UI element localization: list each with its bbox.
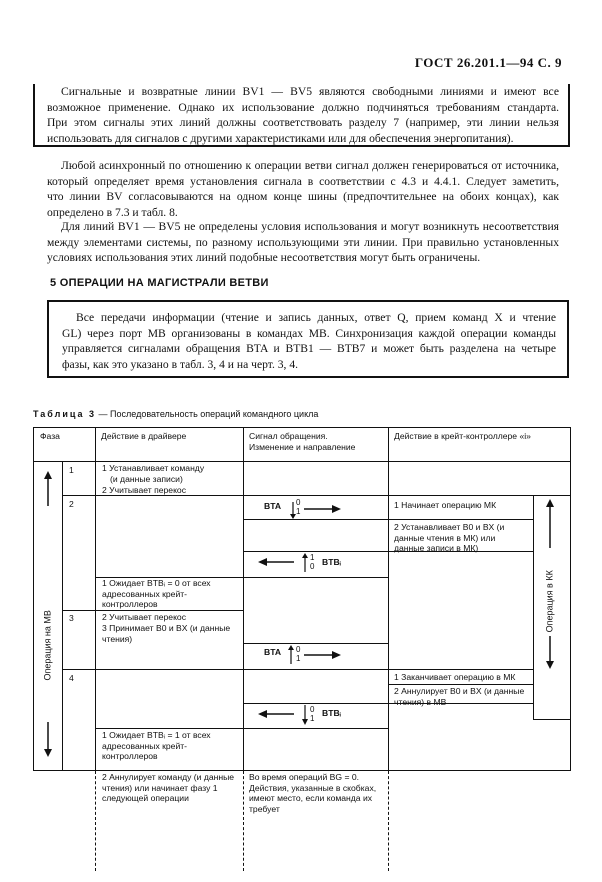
box1-line: При этом сигналы этих линий должны соответствовать разделу 7 (например, эти линии нельзя xyxy=(47,116,559,130)
table-caption-text: — Последовательность операций командного цикла xyxy=(96,409,319,419)
box1-right-border xyxy=(568,84,570,147)
paragraph-2 xyxy=(47,219,559,266)
table-line xyxy=(62,669,244,670)
table-continuation-line xyxy=(388,771,389,871)
table-caption-label: Таблица 3 xyxy=(33,409,97,419)
right-arrow-icon xyxy=(304,650,342,660)
phase-number: 3 xyxy=(69,613,74,623)
table-line xyxy=(243,703,389,704)
phase-number: 1 xyxy=(69,465,74,475)
paragraph-line: что линии BV согласовываются на одном конце шины (предпочтительнее на обоих концах), как xyxy=(47,190,559,204)
table-caption xyxy=(33,409,318,419)
table-line xyxy=(33,770,571,771)
box2-bottom-border xyxy=(47,376,569,378)
page-header: ГОСТ 26.201.1—94 С. 9 xyxy=(414,55,562,70)
box1-line: использовать для сигналов с другими характеристиками или для обеспечения энергопитания). xyxy=(47,131,514,145)
table-line xyxy=(243,495,389,496)
driver-action: 2 Аннулирует команду (и данные чтения) или начинает фазу 1 следующей операции xyxy=(102,772,235,804)
table-line xyxy=(243,643,389,644)
signal-label: BTBᵢ xyxy=(322,557,341,567)
table-line xyxy=(243,519,389,520)
paragraph-1 xyxy=(47,158,559,220)
table-line xyxy=(243,551,389,552)
table-line xyxy=(33,461,571,462)
phase-number: 2 xyxy=(69,499,74,509)
paragraph-line: Любой асинхронный по отношению к операции ветви сигнал должен генерироваться от источника, xyxy=(61,159,559,172)
right-vertical-label: Операция в КК xyxy=(544,570,555,633)
table-line xyxy=(243,577,389,578)
driver-action: 2 Учитывает перекос xyxy=(102,612,187,622)
box1-line: возможное применение. Однако их использование должно подчиняться требованиям стандарта. xyxy=(47,100,559,114)
phase-number: 4 xyxy=(69,673,74,683)
driver-action: 1 Ожидает BTBᵢ = 1 от всех адресованных крейт-контроллеров xyxy=(102,730,211,762)
up-arrow-icon xyxy=(545,498,555,548)
table-line xyxy=(388,519,534,520)
table-line xyxy=(388,495,571,496)
box1-text xyxy=(47,84,559,146)
down-arrow-icon xyxy=(545,636,555,670)
table-line xyxy=(62,461,63,771)
header-signal: Сигнал обращения. Изменение и направление xyxy=(249,431,356,452)
signal-label: BTBᵢ xyxy=(322,708,341,718)
signal-transition-1-to-0 xyxy=(300,552,310,574)
table-line xyxy=(243,728,389,729)
driver-action: 2 Учитывает перекос xyxy=(102,485,187,495)
header-driver: Действие в драйвере xyxy=(101,431,187,441)
up-arrow-icon xyxy=(43,470,53,506)
signal-values: 0 1 xyxy=(296,645,301,663)
left-arrow-icon xyxy=(258,557,294,567)
table-line xyxy=(388,684,534,685)
paragraph-line: который определяет время установления сигнала в соответствии с 4.3 и 4.4.1. Следует заметить, xyxy=(47,174,559,188)
controller-action: 2 Устанавливает B0 и BX (и данные чтения в МК) или данные записи в МК) xyxy=(394,522,505,554)
table-continuation-line xyxy=(95,771,96,871)
table-line xyxy=(388,427,389,771)
table-line xyxy=(95,427,96,771)
header-phase: Фаза xyxy=(40,431,60,441)
section-heading: 5 ОПЕРАЦИИ НА МАГИСТРАЛИ ВЕТВИ xyxy=(50,277,269,289)
signal-transition-1-to-0 xyxy=(286,644,296,666)
table-line xyxy=(243,427,244,771)
box2-line: GL) через порт MB организованы в командах MB. Синхронизация каждой операции команды xyxy=(62,326,556,340)
driver-action: 1 Устанавливает команду xyxy=(102,463,205,473)
header-controller: Действие в крейт-контроллере «i» xyxy=(394,431,531,441)
table-line xyxy=(243,669,389,670)
paragraph-line: условиях использования этих линий подобные несоответствия могут быть ограничены. xyxy=(47,251,481,265)
box2-text xyxy=(62,310,556,372)
signal-note: Во время операций BG = 0. Действия, указанные в скобках, имеют место, если команда их требует xyxy=(249,772,377,814)
paragraph-line: между элементами системы, по разному использующими эти линии. При правильно установленных xyxy=(47,235,559,249)
table-line xyxy=(533,719,571,720)
signal-label: BTA xyxy=(264,647,282,657)
driver-action: 3 Принимает B0 и BX (и данные чтения) xyxy=(102,623,231,644)
box1-line: Сигнальные и возвратные линии BV1 — BV5 являются свободными линиями и имеют все xyxy=(61,85,559,98)
box2-top-border xyxy=(47,300,569,302)
box2-line: Все передачи информации (чтение и запись данных, ответ Q, прием команд X и чтение xyxy=(76,311,556,324)
controller-action: 1 Начинает операцию МК xyxy=(394,500,497,510)
signal-values: 0 1 xyxy=(310,705,315,723)
table-line xyxy=(388,669,534,670)
left-vertical-label: Операция на МВ xyxy=(42,610,53,681)
left-arrow-icon xyxy=(258,709,294,719)
table-continuation-line xyxy=(243,771,244,871)
box2-left-border xyxy=(47,300,49,378)
paragraph-line: Для линий BV1 — BV5 не определены условия использования и могут возникнуть несоответствия xyxy=(61,220,559,233)
right-arrow-icon xyxy=(304,504,342,514)
controller-action: 2 Аннулирует B0 и BX (и данные чтения) в МВ xyxy=(394,686,525,707)
box2-line: управляется сигналами обращения BTA и BTB1 — BTB7 и может быть разделена на четыре xyxy=(62,342,556,356)
down-arrow-icon xyxy=(43,722,53,758)
table-line xyxy=(95,728,244,729)
box1-left-border xyxy=(33,84,35,147)
signal-label: BTA xyxy=(264,501,282,511)
table-line xyxy=(533,495,534,719)
box2-line: фазы, как это указано в табл. 3, 4 и на черт. 3, 4. xyxy=(62,357,299,371)
driver-action: (и данные записи) xyxy=(110,474,183,484)
paragraph-line: определено в 7.3 и табл. 8. xyxy=(47,205,178,219)
table-line xyxy=(33,427,571,428)
box2-right-border xyxy=(567,300,569,378)
signal-transition-0-to-1 xyxy=(300,704,310,726)
signal-values: 0 1 xyxy=(296,498,301,516)
table-line xyxy=(33,427,34,771)
table-line xyxy=(62,610,244,611)
controller-action: 1 Заканчивает операцию в МК xyxy=(394,672,516,682)
signal-values: 1 0 xyxy=(310,553,315,571)
driver-action: 1 Ожидает BTBᵢ = 0 от всех адресованных крейт-контроллеров xyxy=(102,578,211,610)
